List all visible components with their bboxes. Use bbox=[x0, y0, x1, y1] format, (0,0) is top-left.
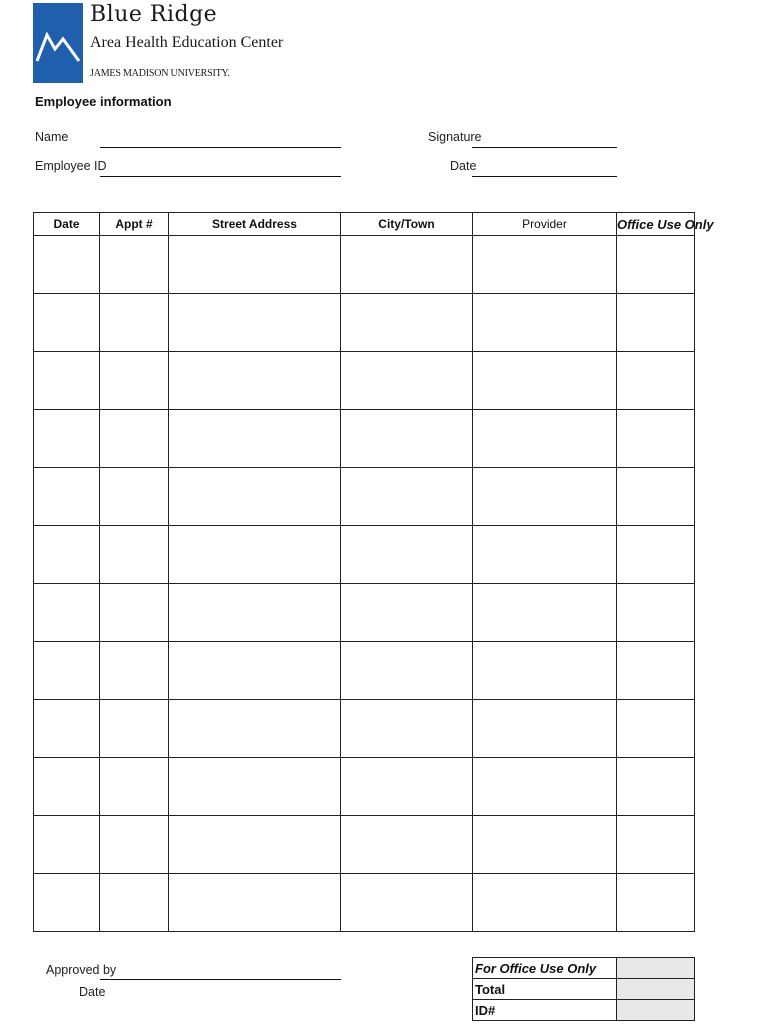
cell-office-use[interactable] bbox=[617, 758, 695, 816]
cell-office-use[interactable] bbox=[617, 584, 695, 642]
cell-appt[interactable] bbox=[100, 642, 169, 700]
header-appt: Appt # bbox=[100, 213, 169, 236]
cell-appt[interactable] bbox=[100, 874, 169, 932]
logo-mark bbox=[33, 3, 83, 83]
header-city-town: City/Town bbox=[341, 213, 473, 236]
cell-provider[interactable] bbox=[473, 758, 617, 816]
cell-street-address[interactable] bbox=[169, 816, 341, 874]
date-label: Date bbox=[450, 159, 477, 173]
cell-street-address[interactable] bbox=[169, 410, 341, 468]
cell-office-use[interactable] bbox=[617, 294, 695, 352]
header-office-use-only: Office Use Only bbox=[617, 213, 695, 236]
cell-appt[interactable] bbox=[100, 526, 169, 584]
logo-university: JAMES MADISON UNIVERSITY. bbox=[90, 68, 230, 79]
header-street-address: Street Address bbox=[169, 213, 341, 236]
table-row bbox=[34, 642, 695, 700]
approved-date-label: Date bbox=[79, 985, 106, 999]
cell-office-use[interactable] bbox=[617, 874, 695, 932]
office-use-id-row bbox=[473, 1000, 695, 1021]
office-use-id-label: ID# bbox=[473, 1000, 617, 1021]
table-header-row bbox=[34, 213, 695, 236]
cell-appt[interactable] bbox=[100, 468, 169, 526]
cell-appt[interactable] bbox=[100, 294, 169, 352]
cell-appt[interactable] bbox=[100, 700, 169, 758]
table-row bbox=[34, 468, 695, 526]
cell-office-use[interactable] bbox=[617, 236, 695, 294]
header-date: Date bbox=[34, 213, 100, 236]
cell-appt[interactable] bbox=[100, 236, 169, 294]
cell-provider[interactable] bbox=[473, 526, 617, 584]
table-row bbox=[34, 584, 695, 642]
cell-appt[interactable] bbox=[100, 584, 169, 642]
cell-street-address[interactable] bbox=[169, 526, 341, 584]
cell-provider[interactable] bbox=[473, 874, 617, 932]
cell-appt[interactable] bbox=[100, 816, 169, 874]
cell-street-address[interactable] bbox=[169, 758, 341, 816]
signature-label: Signature bbox=[428, 130, 482, 144]
cell-appt[interactable] bbox=[100, 410, 169, 468]
cell-provider[interactable] bbox=[473, 236, 617, 294]
approved-by-label: Approved by bbox=[46, 963, 117, 977]
signature-field[interactable] bbox=[472, 147, 617, 148]
cell-provider[interactable] bbox=[473, 642, 617, 700]
name-field[interactable] bbox=[100, 147, 341, 148]
mountain-icon bbox=[33, 3, 83, 83]
approved-by-field[interactable] bbox=[100, 979, 341, 980]
cell-city-town[interactable] bbox=[341, 468, 473, 526]
cell-appt[interactable] bbox=[100, 758, 169, 816]
cell-office-use[interactable] bbox=[617, 642, 695, 700]
cell-date[interactable] bbox=[34, 236, 100, 294]
cell-provider[interactable] bbox=[473, 584, 617, 642]
cell-street-address[interactable] bbox=[169, 352, 341, 410]
cell-date[interactable] bbox=[34, 410, 100, 468]
cell-date[interactable] bbox=[34, 584, 100, 642]
office-use-total-row bbox=[473, 979, 695, 1000]
cell-city-town[interactable] bbox=[341, 294, 473, 352]
cell-city-town[interactable] bbox=[341, 642, 473, 700]
table-row bbox=[34, 758, 695, 816]
office-use-id-field[interactable] bbox=[617, 1000, 695, 1021]
cell-street-address[interactable] bbox=[169, 294, 341, 352]
cell-city-town[interactable] bbox=[341, 700, 473, 758]
cell-provider[interactable] bbox=[473, 700, 617, 758]
cell-city-town[interactable] bbox=[341, 526, 473, 584]
table-row bbox=[34, 294, 695, 352]
name-label: Name bbox=[35, 130, 69, 144]
cell-date[interactable] bbox=[34, 526, 100, 584]
cell-street-address[interactable] bbox=[169, 874, 341, 932]
cell-office-use[interactable] bbox=[617, 410, 695, 468]
cell-city-town[interactable] bbox=[341, 410, 473, 468]
cell-provider[interactable] bbox=[473, 816, 617, 874]
cell-appt[interactable] bbox=[100, 352, 169, 410]
employee-id-label: Employee ID bbox=[35, 159, 107, 173]
cell-provider[interactable] bbox=[473, 468, 617, 526]
office-use-total-field[interactable] bbox=[617, 979, 695, 1000]
logo-title: Blue Ridge bbox=[90, 2, 218, 27]
cell-date[interactable] bbox=[34, 468, 100, 526]
section-title: Employee information bbox=[35, 94, 172, 109]
mileage-log-table bbox=[33, 212, 714, 932]
logo-subtitle: Area Health Education Center bbox=[90, 34, 284, 51]
cell-office-use[interactable] bbox=[617, 526, 695, 584]
cell-street-address[interactable] bbox=[169, 236, 341, 294]
cell-street-address[interactable] bbox=[169, 700, 341, 758]
header-provider: Provider bbox=[473, 213, 617, 236]
cell-city-town[interactable] bbox=[341, 758, 473, 816]
employee-id-field[interactable] bbox=[100, 176, 341, 177]
office-use-total-label: Total bbox=[473, 979, 617, 1000]
cell-street-address[interactable] bbox=[169, 642, 341, 700]
table-row bbox=[34, 352, 695, 410]
cell-provider[interactable] bbox=[473, 410, 617, 468]
cell-street-address[interactable] bbox=[169, 584, 341, 642]
cell-date[interactable] bbox=[34, 642, 100, 700]
cell-office-use[interactable] bbox=[617, 352, 695, 410]
cell-street-address[interactable] bbox=[169, 468, 341, 526]
cell-office-use[interactable] bbox=[617, 700, 695, 758]
table-row bbox=[34, 816, 695, 874]
cell-office-use[interactable] bbox=[617, 816, 695, 874]
cell-date[interactable] bbox=[34, 294, 100, 352]
cell-date[interactable] bbox=[34, 758, 100, 816]
cell-city-town[interactable] bbox=[341, 584, 473, 642]
cell-date[interactable] bbox=[34, 352, 100, 410]
cell-date[interactable] bbox=[34, 816, 100, 874]
office-use-blank[interactable] bbox=[617, 958, 695, 979]
office-use-title-row bbox=[473, 958, 695, 979]
table-row bbox=[34, 526, 695, 584]
cell-provider[interactable] bbox=[473, 352, 617, 410]
office-use-title: For Office Use Only bbox=[473, 958, 617, 979]
cell-city-town[interactable] bbox=[341, 816, 473, 874]
cell-city-town[interactable] bbox=[341, 874, 473, 932]
cell-office-use[interactable] bbox=[617, 468, 695, 526]
cell-date[interactable] bbox=[34, 874, 100, 932]
cell-provider[interactable] bbox=[473, 294, 617, 352]
date-field[interactable] bbox=[472, 176, 617, 177]
table-row bbox=[34, 410, 695, 468]
cell-city-town[interactable] bbox=[341, 352, 473, 410]
cell-city-town[interactable] bbox=[341, 236, 473, 294]
table-row bbox=[34, 236, 695, 294]
cell-date[interactable] bbox=[34, 700, 100, 758]
office-use-table bbox=[472, 957, 695, 1021]
table-row bbox=[34, 874, 695, 932]
table-row bbox=[34, 700, 695, 758]
